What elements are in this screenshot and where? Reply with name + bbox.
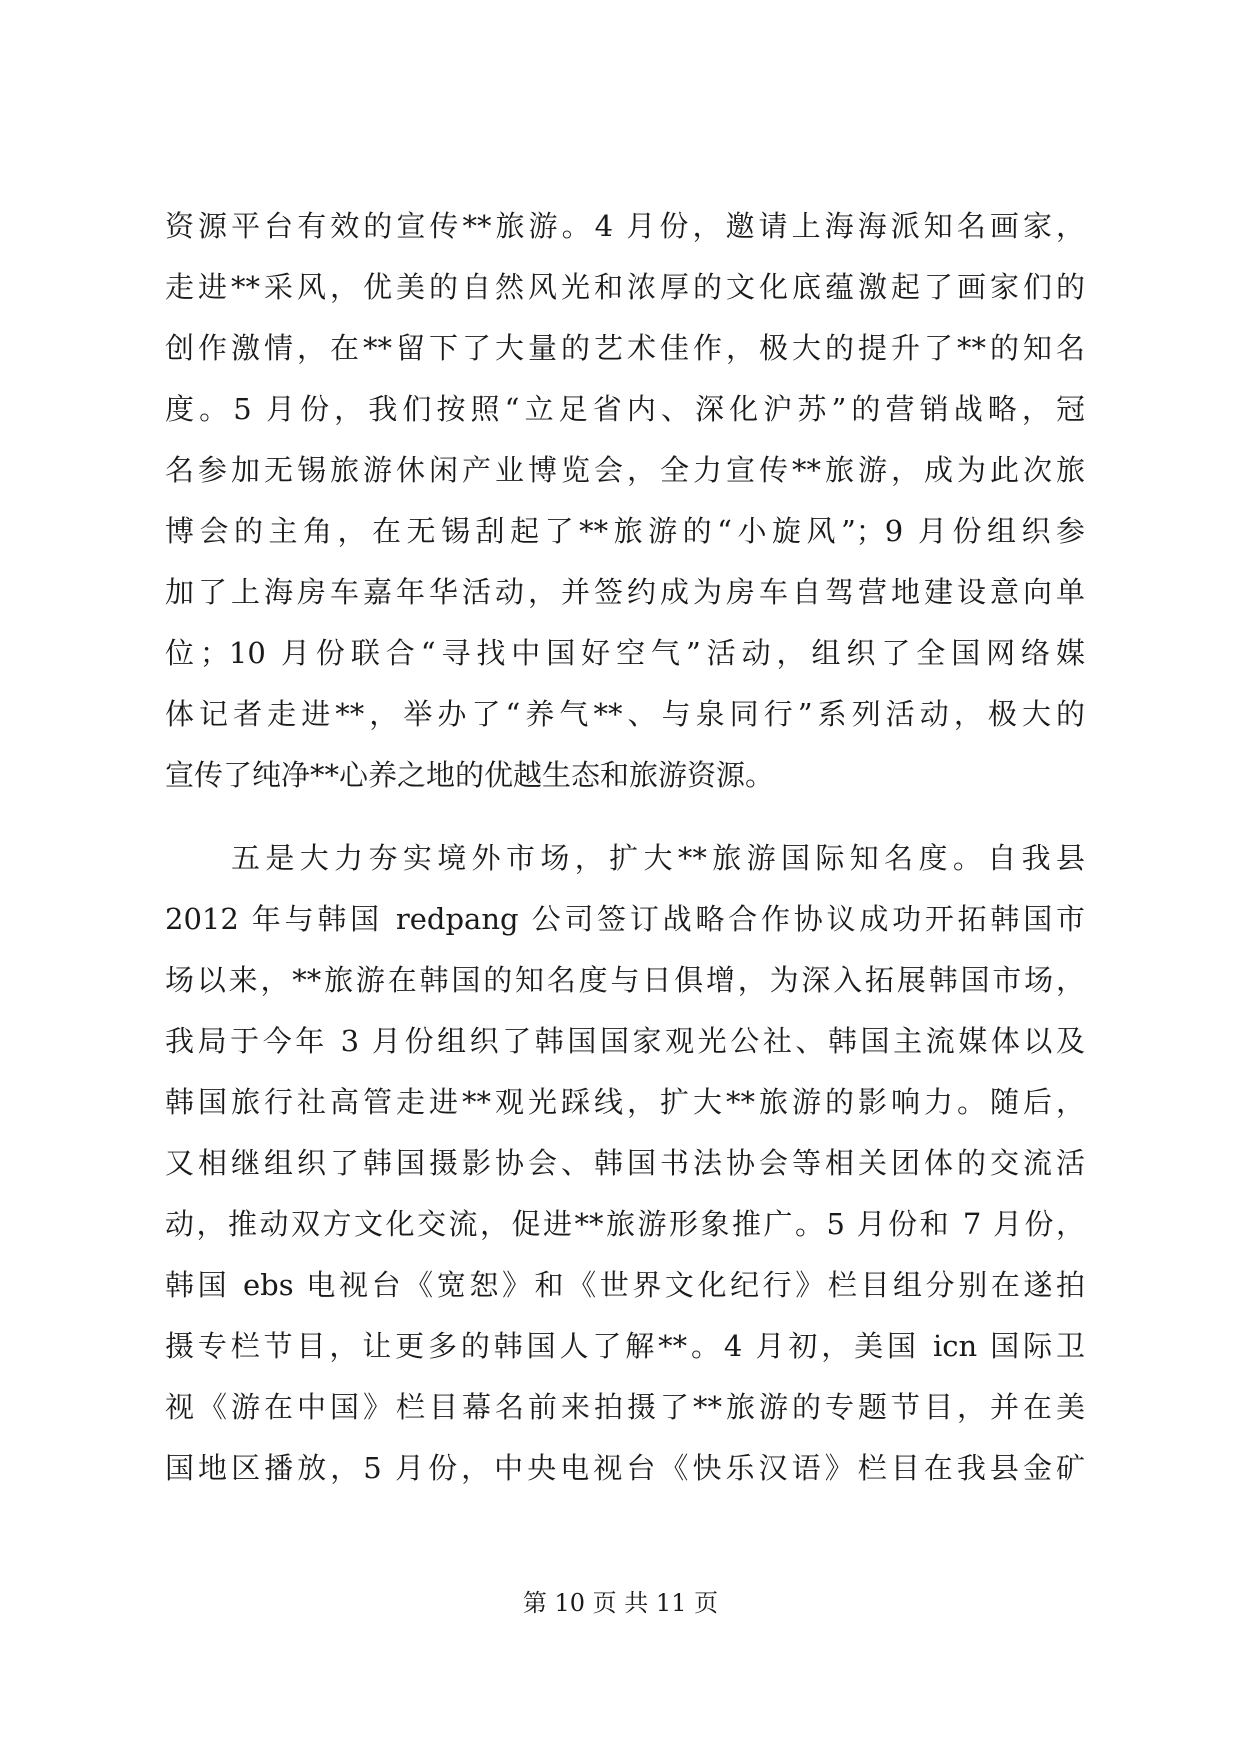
paragraph-1-line-5: 名参加无锡旅游休闲产业博览会，全力宣传**旅游，成为此次旅 <box>165 453 1085 487</box>
paragraph-1-line-10: 宣传了纯净**心养之地的优越生态和旅游资源。 <box>165 758 775 792</box>
paragraph-2-line-11: 国地区播放，5 月份，中央电视台《快乐汉语》栏目在我县金矿 <box>165 1451 1085 1485</box>
paragraph-1-line-3: 创作激情，在**留下了大量的艺术佳作，极大的提升了**的知名 <box>165 331 1085 365</box>
paragraph-2-line-9: 摄专栏节目，让更多的韩国人了解**。4 月初，美国 icn 国际卫 <box>165 1329 1085 1363</box>
paragraph-2-line-6: 又相继组织了韩国摄影协会、韩国书法协会等相关团体的交流活 <box>165 1146 1085 1180</box>
paragraph-1-line-4: 度。5 月份，我们按照“立足省内、深化沪苏”的营销战略，冠 <box>165 392 1085 426</box>
document-body <box>165 196 1085 1499</box>
paragraph-2-line-4: 我局于今年 3 月份组织了韩国国家观光公社、韩国主流媒体以及 <box>165 1024 1085 1058</box>
paragraph-2-line-7: 动，推动双方文化交流，促进**旅游形象推广。5 月份和 7 月份， <box>165 1207 1085 1241</box>
paragraph-1-line-8: 位；10 月份联合“寻找中国好空气”活动，组织了全国网络媒 <box>165 636 1085 670</box>
paragraph-1-line-7: 加了上海房车嘉年华活动，并签约成为房车自驾营地建设意向单 <box>165 575 1085 609</box>
paragraph-2-line-1: 五是大力夯实境外市场，扩大**旅游国际知名度。自我县 <box>231 841 1085 875</box>
paragraph-2-line-8: 韩国 ebs 电视台《宽恕》和《世界文化纪行》栏目组分别在遂拍 <box>165 1268 1085 1302</box>
paragraph-1-line-2: 走进**采风，优美的自然风光和浓厚的文化底蕴激起了画家们的 <box>165 270 1085 304</box>
paragraph-2-line-5: 韩国旅行社高管走进**观光踩线，扩大**旅游的影响力。随后， <box>165 1085 1085 1119</box>
paragraph-1-line-1: 资源平台有效的宣传**旅游。4 月份，邀请上海海派知名画家， <box>165 209 1085 243</box>
paragraph-1-line-9: 体记者走进**，举办了“养气**、与泉同行”系列活动，极大的 <box>165 697 1085 731</box>
paragraph-2-line-3: 场以来，**旅游在韩国的知名度与日俱增，为深入拓展韩国市场， <box>165 963 1085 997</box>
paragraph-2-line-10: 视《游在中国》栏目幕名前来拍摄了**旅游的专题节目，并在美 <box>165 1390 1085 1424</box>
paragraph-gap <box>165 806 1085 828</box>
page-number-footer: 第 10 页 共 11 页 <box>522 1589 719 1617</box>
paragraph-2-line-2: 2012 年与韩国 redpang 公司签订战略合作协议成功开拓韩国市 <box>165 902 1085 936</box>
paragraph-1-line-6: 博会的主角，在无锡刮起了**旅游的“小旋风”；9 月份组织参 <box>165 514 1085 548</box>
